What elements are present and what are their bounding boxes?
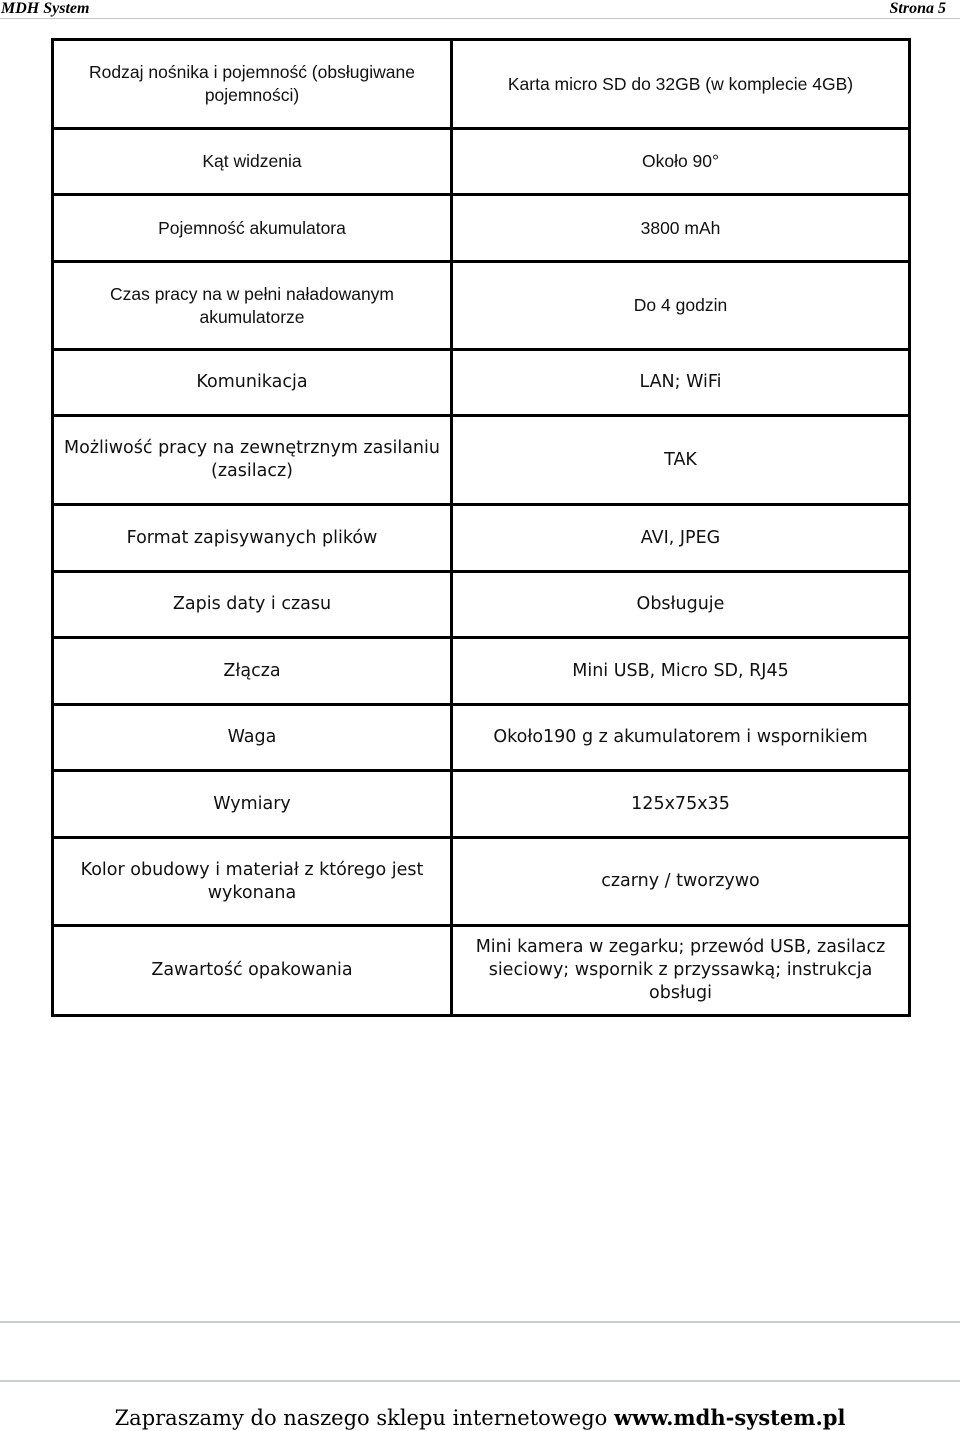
- table-row: [53, 40, 910, 129]
- spec-value: LAN; WiFi: [452, 350, 910, 416]
- spec-label: Kolor obudowy i materiał z którego jest wykonana: [53, 838, 452, 926]
- footer-divider-bottom: [0, 1380, 960, 1382]
- spec-label: Zapis daty i czasu: [53, 572, 452, 638]
- table-row: [53, 771, 910, 838]
- spec-value: AVI, JPEG: [452, 505, 910, 572]
- spec-label: Możliwość pracy na zewnętrznym zasilaniu (zasilacz): [53, 416, 452, 505]
- spec-value: Mini USB, Micro SD, RJ45: [452, 638, 910, 705]
- header-page-number: Strona 5: [889, 0, 946, 17]
- spec-label: Pojemność akumulatora: [53, 195, 452, 262]
- spec-value: Około 90°: [452, 129, 910, 195]
- table-row: [53, 838, 910, 926]
- spec-value: Obsługuje: [452, 572, 910, 638]
- spec-value: 125x75x35: [452, 771, 910, 838]
- table-row: [53, 195, 910, 262]
- table-row: [53, 262, 910, 350]
- spec-label: Zawartość opakowania: [53, 926, 452, 1016]
- spec-label: Kąt widzenia: [53, 129, 452, 195]
- spec-value: Do 4 godzin: [452, 262, 910, 350]
- table-row: [53, 416, 910, 505]
- page-header: [0, 0, 960, 19]
- spec-label: Rodzaj nośnika i pojemność (obsługiwane pojemności): [53, 40, 452, 129]
- table-row: [53, 572, 910, 638]
- spec-label: Komunikacja: [53, 350, 452, 416]
- table-row: [53, 350, 910, 416]
- table-row: [53, 705, 910, 771]
- spec-label: Czas pracy na w pełni naładowanym akumulatorze: [53, 262, 452, 350]
- table-row: [53, 926, 910, 1016]
- spec-label: Wymiary: [53, 771, 452, 838]
- footer-divider-top: [0, 1321, 960, 1323]
- spec-value: Karta micro SD do 32GB (w komplecie 4GB): [452, 40, 910, 129]
- spec-value: Mini kamera w zegarku; przewód USB, zasilacz sieciowy; wspornik z przyssawką; instrukcja obsługi: [452, 926, 910, 1016]
- footer-shop-link[interactable]: www.mdh-system.pl: [614, 1405, 846, 1430]
- page-footer: [0, 1405, 960, 1431]
- table-row: [53, 129, 910, 195]
- spec-label: Złącza: [53, 638, 452, 705]
- spec-value: Około190 g z akumulatorem i wspornikiem: [452, 705, 910, 771]
- spec-table: [51, 38, 911, 1017]
- table-row: [53, 638, 910, 705]
- spec-label: Format zapisywanych plików: [53, 505, 452, 572]
- header-company: MDH System: [1, 0, 90, 17]
- spec-value: 3800 mAh: [452, 195, 910, 262]
- footer-text: Zapraszamy do naszego sklepu internetowego: [114, 1406, 608, 1430]
- spec-value: TAK: [452, 416, 910, 505]
- table-row: [53, 505, 910, 572]
- spec-label: Waga: [53, 705, 452, 771]
- spec-value: czarny / tworzywo: [452, 838, 910, 926]
